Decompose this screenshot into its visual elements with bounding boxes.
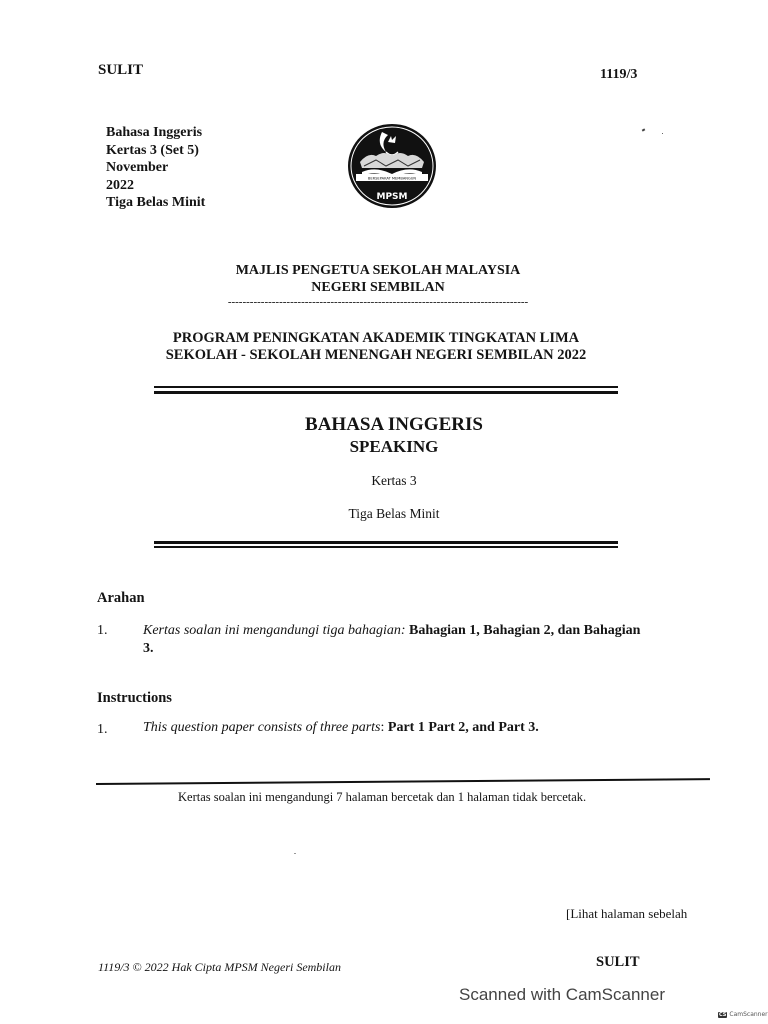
instructions-italic-text: This question paper consists of three parts xyxy=(143,720,381,735)
meta-year: 2022 xyxy=(106,177,134,193)
bottom-double-rule-upper xyxy=(154,541,618,544)
meta-duration: Tiga Belas Minit xyxy=(106,195,206,210)
camscanner-logo-icon: CS xyxy=(719,1011,727,1018)
instructions-item-text xyxy=(143,720,539,736)
footer-rule xyxy=(96,778,710,785)
program-title-line-2: SEKOLAH - SEKOLAH MENENGAH NEGERI SEMBILAN 2022 xyxy=(165,347,587,363)
scan-speck xyxy=(662,133,663,134)
council-region: NEGERI SEMBILAN xyxy=(311,280,445,295)
instructions-item-number: 1. xyxy=(97,722,108,737)
next-page-note: [Lihat halaman sebelah xyxy=(566,906,688,921)
arahan-bold-text: Bahagian 1, Bahagian 2, dan Bahagian 3. xyxy=(143,623,641,656)
copyright-footer: 1119/3 © 2022 Hak Cipta MPSM Negeri Sembilan xyxy=(98,960,341,974)
arahan-item-number: 1. xyxy=(97,623,108,638)
scan-speck xyxy=(642,128,646,131)
page-count-note: Kertas soalan ini mengandungi 7 halaman bercetak dan 1 halaman tidak bercetak. xyxy=(178,790,587,804)
mpsm-crest-icon xyxy=(346,122,438,210)
meta-subject: Bahasa Inggeris xyxy=(106,125,203,140)
scanner-watermark: Scanned with CamScanner xyxy=(459,985,666,1004)
dashed-separator: ---------------------------------------------------------------------------------- xyxy=(227,296,529,308)
subject-title: BAHASA INGGERIS xyxy=(305,414,483,435)
paper-label: Kertas 3 xyxy=(371,473,417,488)
duration-label: Tiga Belas Minit xyxy=(348,506,440,521)
top-double-rule-upper xyxy=(154,386,618,388)
crest-band-text: BERSEPAKAT MEMBANGUN xyxy=(367,176,417,181)
top-double-rule-lower xyxy=(154,391,618,394)
component-title: SPEAKING xyxy=(349,437,439,456)
paper-code-header: 1119/3 xyxy=(600,67,638,82)
camscanner-mark xyxy=(718,1011,768,1018)
paper-meta-block xyxy=(106,124,205,212)
meta-month: November xyxy=(106,160,169,175)
scan-speck xyxy=(294,853,296,854)
camscanner-brand: CamScanner xyxy=(729,1011,768,1018)
sulit-footer: SULIT xyxy=(596,954,640,970)
instructions-heading: Instructions xyxy=(97,690,172,706)
program-title-line-1: PROGRAM PENINGKATAN AKADEMIK TINGKATAN LIMA xyxy=(172,330,580,346)
meta-paper: Kertas 3 (Set 5) xyxy=(106,142,199,158)
instructions-bold-text: Part 1 Part 2, and Part 3. xyxy=(387,720,539,735)
sulit-header: SULIT xyxy=(98,62,144,78)
bottom-double-rule-lower xyxy=(154,546,618,548)
arahan-heading: Arahan xyxy=(97,590,145,606)
arahan-italic-text: Kertas soalan ini mengandungi tiga bahagian: xyxy=(143,623,406,638)
council-name: MAJLIS PENGETUA SEKOLAH MALAYSIA xyxy=(235,263,521,278)
instructions-colon: : xyxy=(380,720,385,735)
arahan-item-text xyxy=(143,622,643,658)
crest-text: MPSM xyxy=(376,192,408,202)
